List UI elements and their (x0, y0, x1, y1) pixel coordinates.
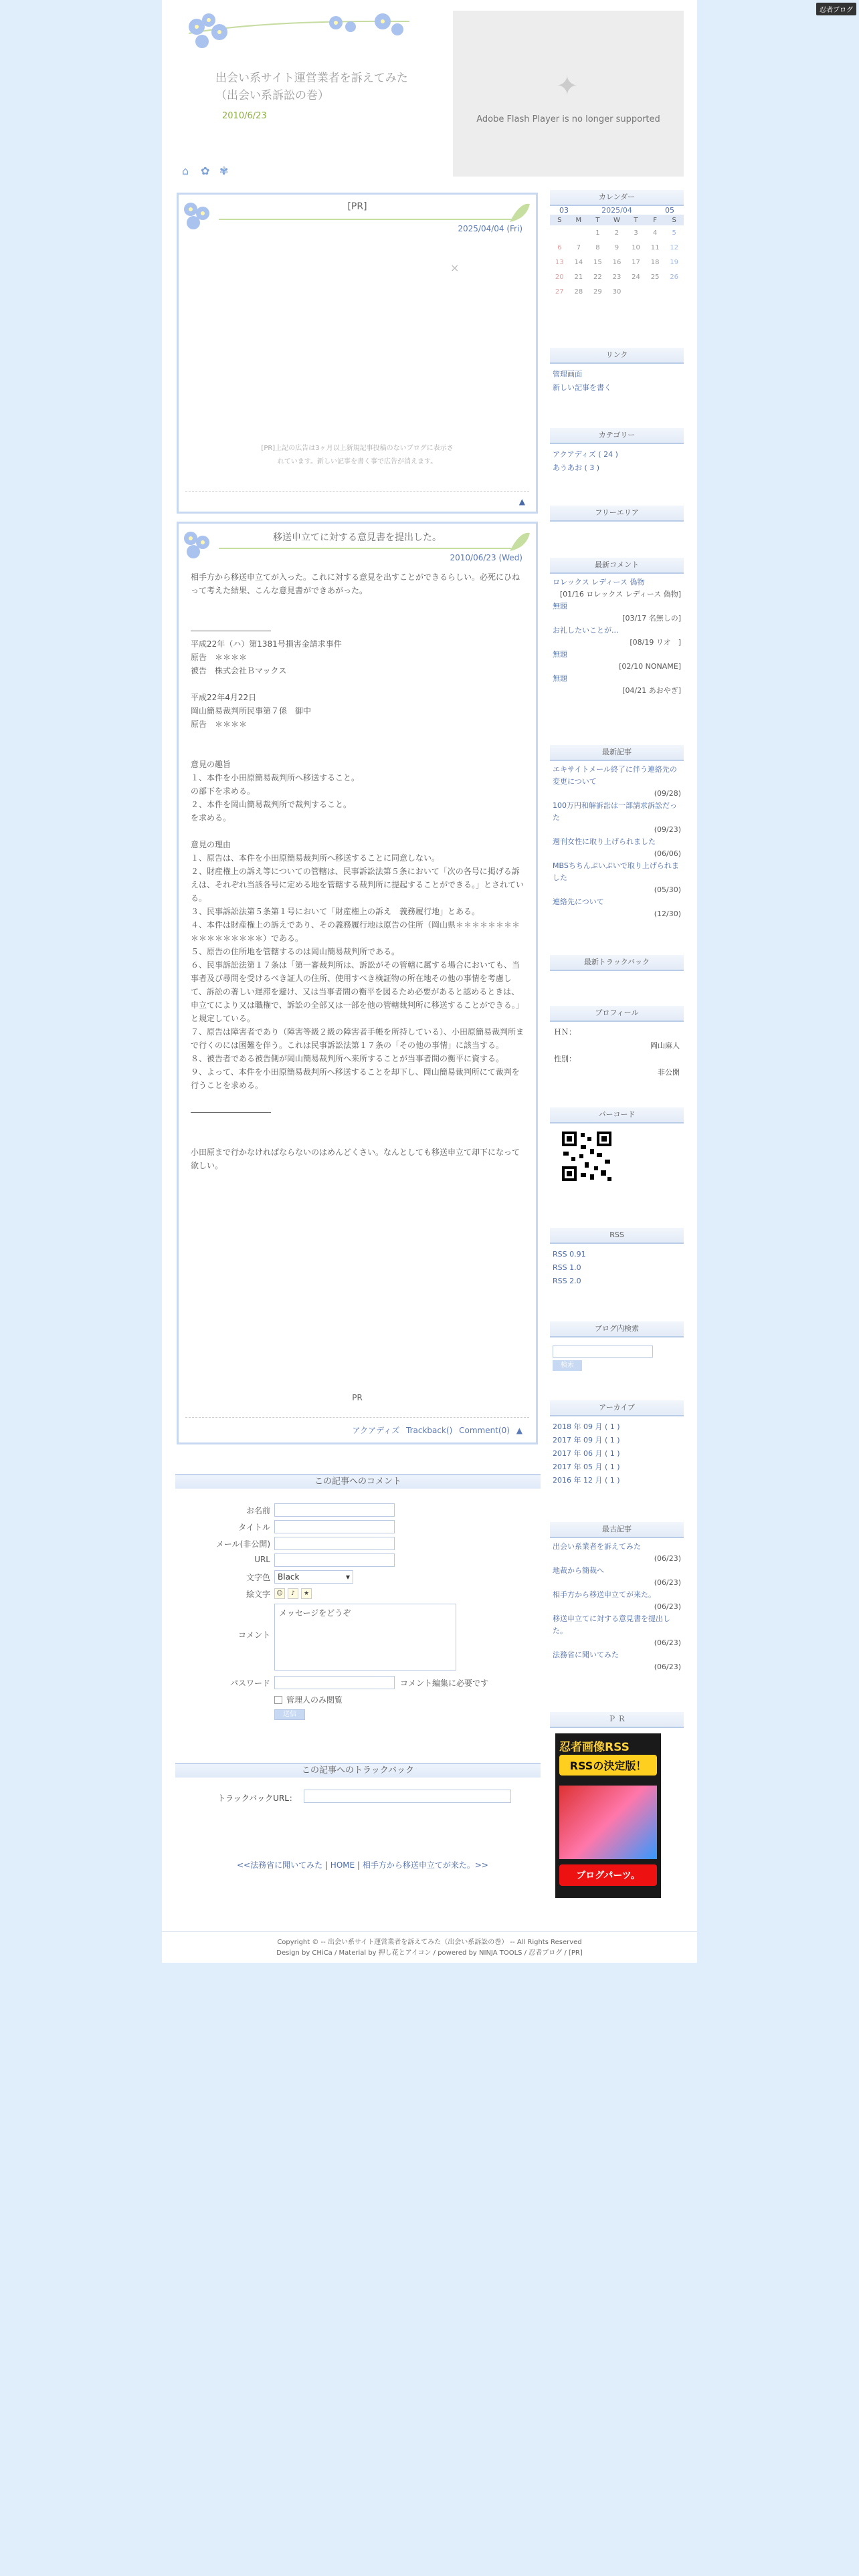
close-icon[interactable]: × (450, 261, 460, 274)
calendar-day: 20 (555, 273, 564, 281)
trackback-link[interactable]: Trackback() (406, 1426, 453, 1435)
qr-code-icon (561, 1130, 613, 1182)
article-date: (12/30) (654, 909, 681, 918)
current-month: 2025/04 (601, 206, 632, 215)
divider (219, 219, 512, 220)
article-link[interactable]: 相手方から移送申立てが来た。 (553, 1590, 656, 1599)
entry-paragraph: ５、原告の住所地を管轄するのは岡山簡易裁判所である。 (191, 947, 400, 956)
chevron-down-icon: ▾ (345, 1572, 350, 1582)
entry-paragraph: 平成22年4月22日 (191, 693, 257, 702)
page-top-arrow-icon[interactable]: ▲ (516, 1426, 522, 1435)
sidebar-search (550, 1321, 684, 1371)
color-select[interactable] (274, 1570, 353, 1584)
entry-paragraph (191, 677, 524, 691)
article-date: (06/23) (654, 1578, 681, 1587)
entry-paragraph: ７、原告は障害者であり（障害等級２級の障害者手帳を所持している）、小田原簡易裁判所まで行くのには困難を伴う。これは民事訴訟法第１７条の「その他の事情」に該当する。 (191, 1027, 524, 1050)
entry-date: 2025/04/04 (Fri) (458, 224, 522, 233)
recent-articles-header: 最新記事 (550, 745, 684, 761)
article-link[interactable]: 連絡先について (553, 897, 604, 906)
title-label: タイトル (238, 1523, 270, 1532)
article-date: (06/23) (654, 1602, 681, 1611)
ad-image (559, 1786, 657, 1859)
recent-trackbacks-header: 最新トラックバック (550, 955, 684, 971)
article-date: (06/06) (654, 849, 681, 858)
next-article-link[interactable]: 相手方から移送申立てが来た。>> (362, 1860, 488, 1870)
entry-paragraph: 岡山簡易裁判所民事第７係 御中 (191, 706, 312, 716)
entry-paragraph (191, 611, 524, 624)
trackback-url-label: トラックバックURL： (217, 1794, 297, 1803)
calendar-day: 23 (612, 273, 622, 281)
comment-meta: [02/10 NONAME] (619, 662, 681, 671)
sidebar-barcode (550, 1107, 684, 1184)
entry-paragraph: １、原告は、本件を小田原簡易裁判所へ移送することに同意しない。 (191, 853, 440, 863)
weekday-label: T (626, 215, 646, 225)
home-link[interactable]: HOME (330, 1860, 355, 1870)
recent-comments-header: 最新コメント (550, 558, 684, 574)
calendar-day: 11 (650, 243, 660, 251)
sidebar-recent-comments (550, 558, 684, 700)
archives-header: アーカイブ (550, 1400, 684, 1416)
sex-value: 非公開 (658, 1068, 680, 1077)
weekday-label: T (588, 215, 607, 225)
prev-article-link[interactable]: <<法務省に聞いてみた (237, 1860, 323, 1870)
blog-date: 2010/6/23 (222, 111, 267, 121)
trackback-url-input[interactable] (304, 1790, 511, 1803)
calendar-day (626, 284, 646, 299)
calendar-day: 15 (593, 258, 602, 266)
ninja-blog-badge[interactable]: 忍者ブログ (816, 3, 856, 15)
password-note: コメント編集に必要です (400, 1679, 489, 1688)
ad-text: RSSの決定版！ (559, 1755, 657, 1776)
entry-title[interactable]: [PR] (347, 201, 367, 212)
entry-title[interactable]: 移送申立てに対する意見書を提出した。 (273, 532, 442, 543)
calendar-day: 28 (574, 288, 583, 296)
emoji-icon[interactable]: ★ (301, 1588, 312, 1599)
calendar-day: 7 (576, 243, 581, 251)
article-link[interactable]: 移送申立てに対する意見書を提出した。 (553, 1614, 670, 1635)
blog-title-line2[interactable]: （出会い系訴訟の巻） (215, 89, 329, 102)
color-select-value: Black (278, 1572, 300, 1582)
copyright: Copyright © -- 出会い系サイト運営業者を訴えてみた（出会い系訴訟の巻） -- All Rights Reserved (277, 1939, 582, 1946)
entry-paragraph (191, 1132, 524, 1146)
entry-paragraph: 被告 株式会社Ｂマックス (191, 666, 287, 675)
comment-meta: [03/17 名無しの] (622, 614, 681, 623)
weekday-label: W (607, 215, 627, 225)
entry-paragraph: ４、本件は財産権上の訴えであり、その義務履行地は原告の住所（岡山県＊＊＊＊＊＊＊＊＊＊＊＊＊＊＊＊＊）である。 (191, 920, 520, 943)
main-entry (177, 522, 538, 1444)
entry-paragraph: 平成22年（ハ）第1381号損害金請求事件 (191, 639, 342, 649)
submit-button[interactable]: 送信 (274, 1709, 305, 1720)
free-area-header: フリーエリア (550, 506, 684, 522)
article-link[interactable]: 週刊女性に取り上げられました (553, 837, 656, 846)
entry-body (179, 564, 536, 1179)
calendar-day: 24 (632, 273, 640, 281)
divider (219, 548, 512, 549)
sidebar-links (550, 348, 684, 399)
mail-input[interactable] (274, 1537, 395, 1550)
comment-section-header: この記事へのコメント (175, 1474, 541, 1489)
prev-month-link[interactable]: 03 (559, 206, 569, 215)
sidebar-oldest-articles (550, 1522, 684, 1676)
archive-link[interactable]: 2017 年 06 月 ( 1 ) (553, 1449, 620, 1458)
admin-only-label: 管理人のみ閲覧 (286, 1695, 343, 1705)
rss-link[interactable]: RSS 1.0 (553, 1263, 581, 1272)
sidebar-profile (550, 1006, 684, 1079)
calendar-weekdays (550, 215, 684, 225)
barcode-header: バーコード (550, 1107, 684, 1123)
comment-form (177, 1502, 538, 1725)
calendar-day (664, 284, 684, 299)
page-top-arrow-icon[interactable]: ▲ (518, 497, 525, 506)
comment-link[interactable]: Comment(0) (459, 1426, 510, 1435)
article-link[interactable]: 出会い系業者を訴えてみた (553, 1542, 641, 1551)
hn-value: 岡山麻人 (650, 1041, 680, 1050)
entry-paragraph: ―――――――――― (191, 1107, 271, 1117)
pr-header: Ｐ Ｒ (550, 1712, 684, 1728)
calendar-week (550, 255, 684, 270)
emoji-icon[interactable]: ♪ (288, 1588, 298, 1599)
calendar-day: 8 (595, 243, 600, 251)
color-label: 文字色 (246, 1573, 270, 1582)
entry-paragraph: を求める。 (191, 813, 231, 823)
weekday-label: S (550, 215, 569, 225)
calendar-day: 5 (672, 229, 676, 237)
entry-pr-label[interactable]: PR (352, 1393, 363, 1402)
sidebar-pr (550, 1712, 684, 1898)
archive-link[interactable]: 2018 年 09 月 ( 1 ) (553, 1422, 620, 1431)
weekday-label: M (569, 215, 589, 225)
profile-header: プロフィール (550, 1006, 684, 1022)
sidebar-archives (550, 1400, 684, 1491)
entry-paragraph: 原告 ＊＊＊＊ (191, 653, 248, 662)
entry-paragraph: 小田原まで行かなければならないのはめんどくさい。なんとしても移送申立て却下になって欲しい。 (191, 1148, 520, 1170)
calendar-week (550, 284, 684, 299)
calendar-day: 12 (670, 243, 679, 251)
entry-paragraph: 原告 ＊＊＊＊ (191, 720, 248, 729)
ad-text: 忍者画像RSS (559, 1741, 630, 1754)
blog-page (162, 0, 697, 1963)
calendar-day: 18 (650, 258, 660, 266)
sidebar-categories (550, 428, 684, 479)
calendar-day: 1 (595, 229, 600, 237)
links-header: リンク (550, 348, 684, 364)
blog-title-line1[interactable]: 出会い系サイト運営業者を訴えてみた (215, 72, 408, 85)
entry-paragraph (191, 1119, 524, 1132)
article-date: (09/28) (654, 789, 681, 798)
calendar-week (550, 270, 684, 284)
title-input[interactable] (274, 1520, 395, 1533)
calendar-day: 27 (555, 288, 564, 296)
comment-meta: [01/16 ロレックス レディース 偽物] (559, 590, 681, 599)
trackback-section-header: この記事へのトラックバック (175, 1763, 541, 1778)
home-icon[interactable]: ⌂ (182, 165, 189, 177)
calendar-day: 9 (614, 243, 619, 251)
entry-footer (185, 1417, 529, 1442)
calendar-day (550, 225, 569, 240)
emoji-icon[interactable]: ☺ (274, 1588, 285, 1599)
puzzle-piece-icon: ✦ (556, 71, 579, 102)
category-link[interactable]: アクアディズ (352, 1426, 400, 1435)
calendar-day (569, 225, 589, 240)
calendar-days (550, 225, 684, 299)
url-label: URL (254, 1555, 270, 1564)
calendar-day: 19 (670, 258, 679, 266)
comment-title-link[interactable]: 無題 (553, 650, 567, 659)
categories-header: カテゴリー (550, 428, 684, 444)
sidebar-recent-articles (550, 745, 684, 923)
flower-icon[interactable]: ✾ (219, 165, 229, 177)
comment-meta: [08/19 リオ ] (630, 638, 681, 647)
entry-paragraph (191, 597, 524, 611)
name-label: お名前 (246, 1506, 270, 1515)
emoji-label: 絵文字 (246, 1590, 270, 1599)
calendar-day: 21 (574, 273, 583, 281)
article-date: (09/23) (654, 825, 681, 834)
article-date: (05/30) (654, 885, 681, 894)
calendar-nav (550, 206, 684, 215)
admin-only-checkbox[interactable] (274, 1694, 343, 1705)
calendar-table (550, 215, 684, 299)
calendar-day: 10 (632, 243, 640, 251)
ad-text: ブログパーツ。 (559, 1864, 657, 1886)
entry-paragraph: ３、民事訴訟法第５条第１号において「財産権上の訴え 義務履行地」とある。 (191, 907, 480, 916)
entry-paragraph: ２、財産権上の訴え等についての管轄は、民事訴訟法第５条において「次の各号に掲げる訴えは、それぞれ当該各号に定める地を管轄する裁判所に提起することができる。」とされている。 (191, 867, 524, 903)
blog-title[interactable] (215, 70, 409, 104)
article-link[interactable]: エキサイトメール終了に伴う連絡先の変更について (553, 765, 677, 786)
calendar-day: 2 (614, 229, 619, 237)
category-item[interactable]: アクアディズ ( 24 ) (553, 450, 618, 459)
url-input[interactable] (274, 1553, 395, 1567)
password-input[interactable] (274, 1676, 395, 1689)
entry-paragraph: ２、本件を岡山簡易裁判所で裁判すること。 (191, 800, 352, 809)
calendar-day: 17 (632, 258, 640, 266)
pr-entry (177, 193, 538, 514)
archive-link[interactable]: 2016 年 12 月 ( 1 ) (553, 1476, 620, 1485)
footer (162, 1931, 697, 1959)
calendar-day: 6 (557, 243, 562, 251)
calendar-day: 25 (650, 273, 660, 281)
sidebar-recent-trackbacks (550, 955, 684, 971)
article-date: (06/23) (654, 1662, 681, 1671)
entry-paragraph: 相手方から移送申立てが入った。これに対する意見を出すことができるらしい。必死にひねって考えた結果、こんな意見書ができあがった。 (191, 572, 520, 595)
checkbox-icon[interactable] (274, 1696, 282, 1704)
entry-paragraph: 意見の理由 (191, 840, 231, 849)
article-date: (06/23) (654, 1638, 681, 1647)
entry-paragraph (191, 731, 524, 744)
rss-link[interactable]: RSS 2.0 (553, 1277, 581, 1285)
hn-label: ＨＮ： (554, 1028, 576, 1037)
article-link[interactable]: 地裁から簡裁へ (553, 1566, 604, 1575)
calendar-day: 16 (612, 258, 622, 266)
rss-link[interactable]: RSS 0.91 (553, 1250, 586, 1259)
credits: Design by CHiCa / Material by 押し花とアイコン / powered by NINJA TOOLS / 忍者ブログ / [PR] (276, 1949, 583, 1957)
flower-icon[interactable]: ✿ (201, 165, 210, 177)
search-button[interactable]: 検索 (553, 1360, 582, 1371)
comment-title-link[interactable]: お礼したいことが... (553, 626, 619, 635)
comment-title-link[interactable]: ロレックス レディース 偽物 (553, 578, 645, 586)
divider (185, 491, 529, 492)
weekday-label: F (646, 215, 665, 225)
calendar-week (550, 240, 684, 255)
pr-notice-line: [PR]上記の広告は3ヶ月以上新規記事投稿のないブログに表示さ (261, 445, 454, 452)
calendar-day: 4 (652, 229, 658, 237)
new-post-link[interactable]: 新しい記事を書く (553, 383, 611, 392)
sidebar-calendar (550, 190, 684, 299)
calendar-day: 26 (670, 273, 679, 281)
entry-header (179, 524, 536, 564)
pr-notice (232, 442, 482, 469)
entry-paragraph (191, 825, 524, 838)
admin-link[interactable]: 管理画面 (553, 370, 582, 379)
sidebar-rss (550, 1228, 684, 1292)
archive-link[interactable]: 2017 年 09 月 ( 1 ) (553, 1436, 620, 1444)
comment-title-link[interactable]: 無題 (553, 602, 567, 611)
search-header: ブログ内検索 (550, 1321, 684, 1337)
article-link[interactable]: 100万円和解訴訟は一部請求訴訟だった (553, 801, 677, 822)
sex-label: 性別： (554, 1055, 576, 1063)
pager: <<法務省に聞いてみた | HOME | 相手方から移送申立てが来た。>> (237, 1860, 488, 1870)
rss-header: RSS (550, 1228, 684, 1244)
pr-notice-line: れています。新しい記事を書く事で広告が消えます。 (277, 458, 438, 465)
home-icons (182, 165, 238, 177)
calendar-day: 14 (574, 258, 583, 266)
article-link[interactable]: MBSちちんぷいぷいで取り上げられました (553, 861, 679, 882)
name-input[interactable] (274, 1503, 395, 1517)
entry-paragraph: 意見の趣旨 (191, 760, 231, 769)
comment-textarea[interactable]: メッセージをどうぞ (274, 1604, 456, 1671)
category-item[interactable]: あうあお ( 3 ) (553, 463, 600, 472)
sidebar-free-area (550, 506, 684, 522)
calendar-day: 13 (555, 258, 564, 266)
entry-paragraph: ９、よって、本件を小田原簡易裁判所へ移送することを却下し、岡山簡易裁判所にて裁判を行うことを求める。 (191, 1067, 520, 1090)
calendar-day: 29 (593, 288, 602, 296)
entry-paragraph: ―――――――――― (191, 626, 271, 635)
comment-title-link[interactable]: 無題 (553, 674, 567, 683)
article-date: (06/23) (654, 1554, 681, 1563)
entry-header (179, 195, 536, 235)
comment-label: コメント (237, 1630, 270, 1640)
calendar-day: 30 (612, 288, 622, 296)
calendar-week (550, 225, 684, 240)
article-link[interactable]: 法務省に聞いてみた (553, 1650, 619, 1659)
ad-banner[interactable] (555, 1733, 661, 1898)
password-label: パスワード (229, 1679, 270, 1688)
search-input[interactable] (553, 1346, 653, 1358)
archive-link[interactable]: 2017 年 05 月 ( 1 ) (553, 1463, 620, 1471)
mail-label: メール(非公開) (215, 1539, 270, 1549)
entry-paragraph (191, 744, 524, 758)
calendar-day: 3 (634, 229, 638, 237)
weekday-label: S (664, 215, 684, 225)
flash-unsupported-text: Adobe Flash Player is no longer supported (476, 114, 660, 124)
entry-paragraph: １、本件を小田原簡易裁判所へ移送すること。 (191, 773, 360, 782)
calendar-day (646, 284, 665, 299)
entry-paragraph: の部下を求める。 (191, 786, 256, 796)
next-month-link[interactable]: 05 (664, 206, 674, 215)
calendar-day: 22 (593, 273, 602, 281)
comment-meta: [04/21 あおやぎ] (622, 686, 681, 695)
flash-player-area (453, 11, 684, 177)
emoji-picker (274, 1588, 314, 1599)
calendar-header: カレンダー (550, 190, 684, 206)
header-flower-decoration (182, 7, 409, 60)
entry-paragraph (191, 1092, 524, 1105)
oldest-articles-header: 最古記事 (550, 1522, 684, 1538)
entry-paragraph: ８、被告者である被告側が岡山簡易裁判所へ来所することが当事者間の衡平に資する。 (191, 1054, 504, 1063)
entry-paragraph: ６、民事訴訟法第１７条は「第一審裁判所は、訴訟がその管轄に属する場合においても、当事者及び尋問を受けるべき証人の住所、使用すべき検証物の所在地その他の事情を考慮して、訴訟の著しい遅滞を避け、又は当事者間の衡平を図るため必要があると認めるときは、申立てにより又は職権で、訴訟の全部又は一部を他の管轄裁判所に移送することができる。」と規定している。 (191, 960, 524, 1023)
entry-date: 2010/06/23 (Wed) (450, 553, 522, 562)
